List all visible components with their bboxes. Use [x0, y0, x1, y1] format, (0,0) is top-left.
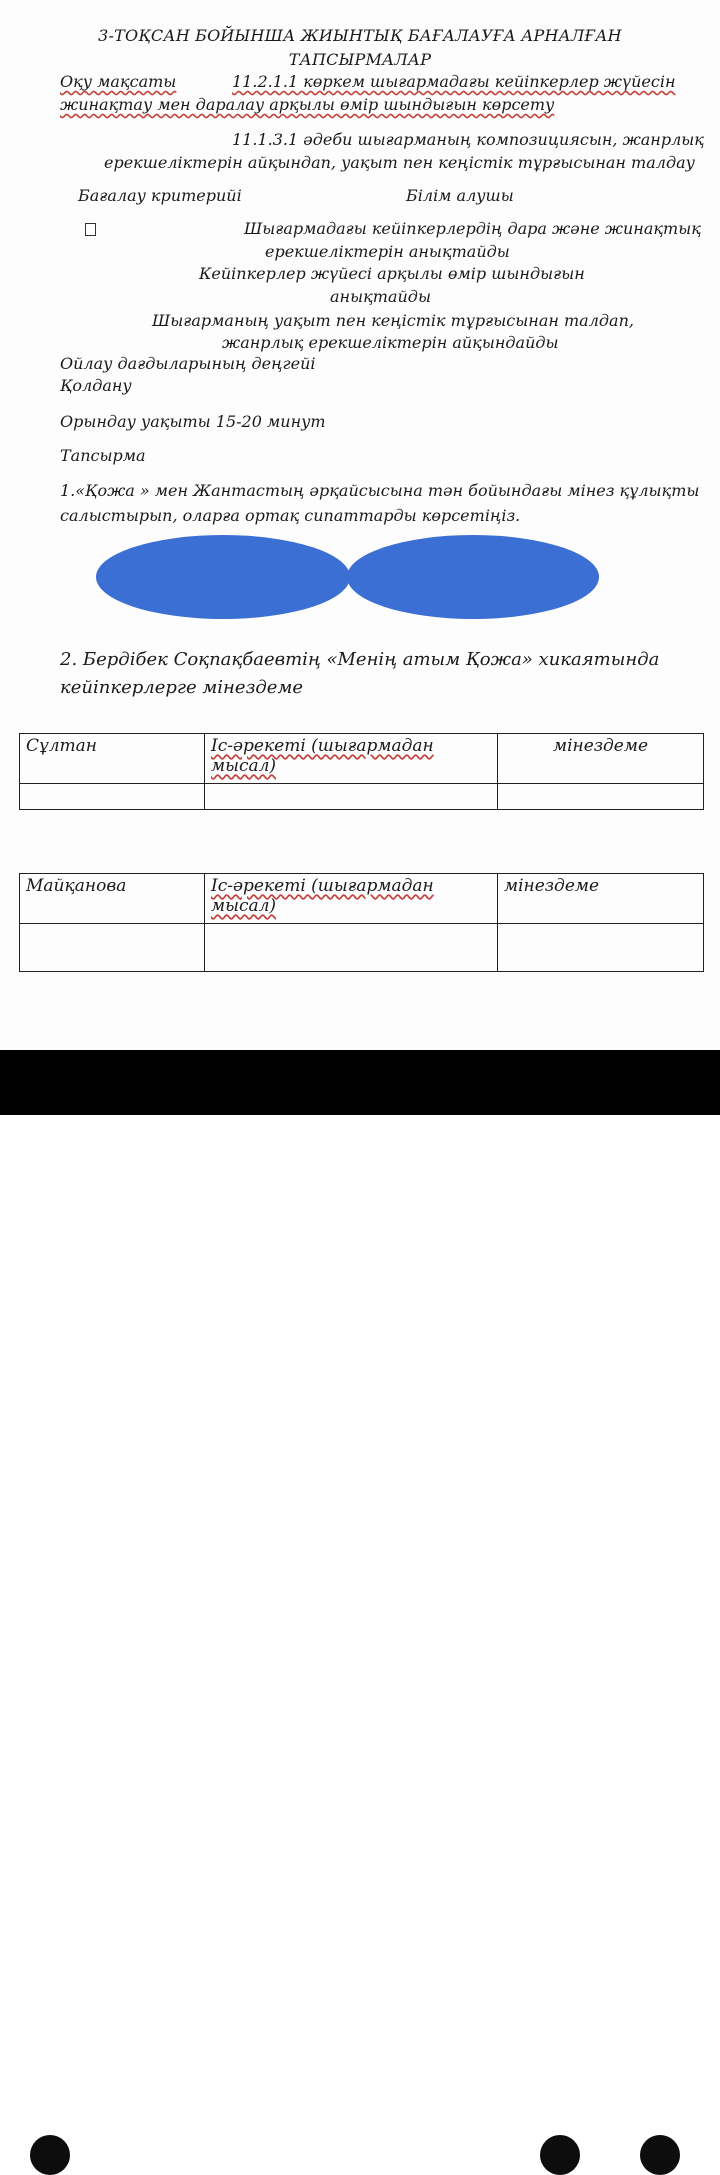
objective1-text: 11.2.1.1 көркем шығармадағы кейіпкерлер жүйесін: [232, 72, 676, 91]
task1-line1: 1.«Қожа » мен Жантастың әрқайсысына тән бойындағы мінез құлықты: [60, 481, 700, 500]
table2-cell-action[interactable]: [205, 924, 498, 972]
criterion1-line1: Шығармадағы кейіпкерлердің дара және жинақтық: [244, 219, 701, 238]
venn-diagram: [90, 530, 615, 625]
thinking-skills-label: Ойлау дағдыларының деңгейі: [60, 354, 316, 373]
table1-header-character: мінездеме: [498, 734, 704, 784]
venn-ellipse-left: [96, 535, 350, 619]
table1-cell-action[interactable]: [205, 784, 498, 810]
character-table-maikanova: [19, 873, 704, 972]
thinking-skills-value: Қолдану: [60, 376, 132, 395]
table2-header-character: мінездеме: [498, 874, 704, 924]
table2-cell-character[interactable]: [498, 924, 704, 972]
criterion2-line1: Кейіпкерлер жүйесі арқылы өмір шындығын: [199, 264, 585, 283]
venn-ellipse-right: [347, 535, 599, 619]
task2-line1: 2. Бердібек Соқпақбаевтің «Менің атым Қожа» хикаятында: [60, 649, 660, 670]
checkbox-icon: [85, 223, 96, 236]
objective-label: Оқу мақсаты: [60, 72, 177, 91]
objective1-continuation: жинақтау мен даралау арқылы өмір шындығын көрсету: [60, 95, 555, 114]
doc-title-line2: ТАПСЫРМАЛАР: [288, 50, 432, 69]
criterion1-line2: ерекшеліктерін анықтайды: [265, 242, 510, 261]
task-heading: Тапсырма: [60, 446, 146, 465]
bottom-navigation-bar: [0, 1050, 720, 1115]
doc-title-line1: 3-ТОҚСАН БОЙЫНША ЖИЫНТЫҚ БАҒАЛАУҒА АРНАЛҒАН: [98, 26, 622, 45]
table2-cell-name[interactable]: [20, 924, 205, 972]
criterion3-line2: жанрлық ерекшеліктерін айқындайды: [222, 333, 559, 352]
table2-header-action-line1: Іс-әрекеті (шығармадан: [211, 876, 434, 896]
learner-label: Білім алушы: [406, 186, 514, 205]
table2-header-action: [205, 874, 498, 924]
table1-header-action-line1: Іс-әрекеті (шығармадан: [211, 736, 434, 756]
document-page: [0, 0, 720, 1050]
criterion2-line2: анықтайды: [330, 287, 431, 306]
task1-line2: салыстырып, оларға ортақ сипаттарды көрсетіңіз.: [60, 506, 521, 525]
table1-header-action: [205, 734, 498, 784]
table2-header-name: Майқанова: [20, 874, 205, 924]
table1-cell-character[interactable]: [498, 784, 704, 810]
table2-header-action-line2: мысал): [211, 896, 277, 916]
time-label: Орындау уақыты 15-20 минут: [60, 412, 326, 431]
task2-line2: кейіпкерлерге мінездеме: [60, 677, 304, 698]
table1-header-action-line2: мысал): [211, 756, 277, 776]
character-table-sultan: [19, 733, 704, 810]
objective2-line2: ерекшеліктерін айқындап, уақыт пен кеңістік тұрғысынан талдау: [104, 153, 695, 172]
home-button-icon[interactable]: [640, 2135, 680, 2175]
table1-header-name: Сұлтан: [20, 734, 205, 784]
nav-button-icon[interactable]: [540, 2135, 580, 2175]
criterion3-line1: Шығарманың уақыт пен кеңістік тұрғысынан талдап,: [152, 311, 634, 330]
criteria-label: Бағалау критерийі: [78, 186, 242, 205]
objective2-line1: 11.1.3.1 әдеби шығарманың композициясын, жанрлық: [232, 130, 704, 149]
table1-cell-name[interactable]: [20, 784, 205, 810]
back-button-icon[interactable]: [30, 2135, 70, 2175]
